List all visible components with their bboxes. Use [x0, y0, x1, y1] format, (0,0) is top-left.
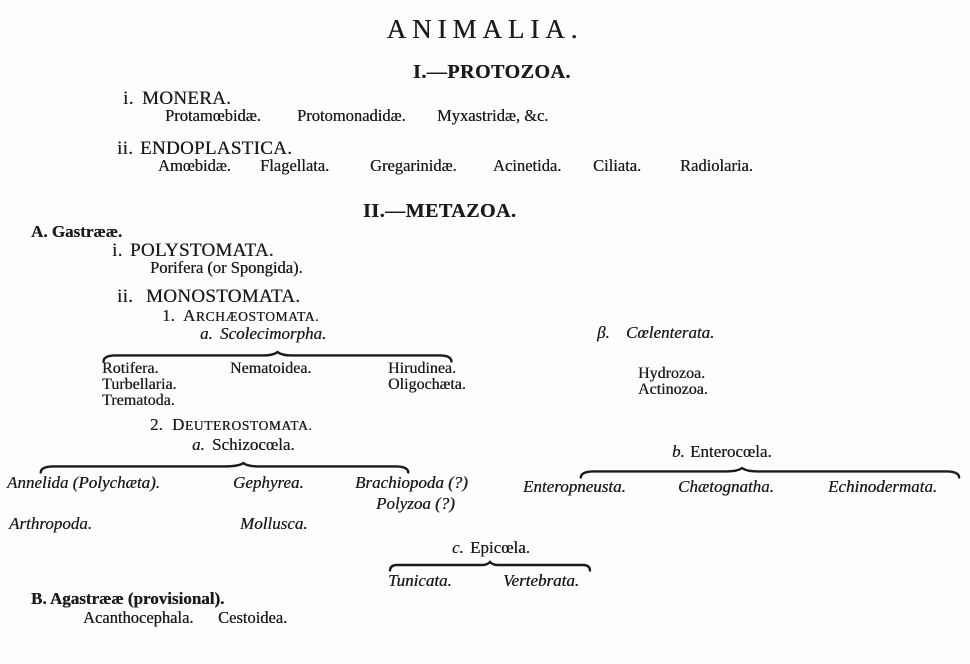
group-name-monera: MONERA. [142, 88, 232, 109]
brace-schizocoela [37, 462, 412, 473]
clade-index-enterocoela: b. [672, 442, 685, 461]
taxon-acanthocephala: Acanthocephala. [83, 608, 194, 627]
taxon-protomonadidae: Protomonadidæ. [297, 106, 406, 125]
section-heading-protozoa: I.—PROTOZOA. [413, 61, 571, 83]
taxon-echinodermata: Echinodermata. [828, 477, 938, 496]
group-index-polystomata: i. [112, 240, 123, 261]
taxon-protamoebidae: Protamœbidæ. [165, 106, 261, 125]
division-label-agastraeae: B. Agastrææ (provisional). [31, 589, 225, 608]
taxon-myxastridae: Myxastridæ, &c. [437, 106, 549, 125]
taxon-porifera: Porifera (or Spongida). [150, 258, 303, 277]
clade-index-coelenterata: β. [597, 323, 610, 342]
scolecimorpha-column-2 [230, 361, 311, 377]
taxon-flagellata: Flagellata. [260, 156, 330, 175]
group-name-endoplastica: ENDOPLASTICA. [140, 138, 293, 159]
taxon-rotifera: Rotifera. [102, 360, 159, 377]
taxon-arthropoda: Arthropoda. [9, 514, 92, 533]
taxon-ciliata: Ciliata. [593, 156, 642, 175]
page-title: ANIMALIA. [386, 14, 584, 44]
taxon-cestoidea: Cestoidea. [218, 608, 288, 627]
taxon-acinetida: Acinetida. [493, 156, 562, 175]
taxon-oligochaeta: Oligochæta. [388, 376, 466, 393]
clade-name-enterocoela: Enterocœla. [690, 442, 772, 461]
taxon-radiolaria: Radiolaria. [680, 156, 753, 175]
taxon-annelida: Annelida (Polychæta). [7, 473, 160, 492]
subgroup-name-archaeostomata: ARCHÆOSTOMATA. [183, 306, 320, 325]
taxon-gregarinidae: Gregarinidæ. [370, 156, 457, 175]
clade-name-coelenterata: Cœlenterata. [626, 323, 715, 342]
group-index-endoplastica: ii. [117, 138, 134, 159]
taxon-vertebrata: Vertebrata. [503, 571, 580, 590]
clade-name-schizocoela: Schizocœla. [212, 435, 295, 454]
taxon-actinozoa: Actinozoa. [638, 381, 708, 398]
subgroup-index-deuterostomata: 2. [150, 415, 163, 434]
brace-epicoela [388, 561, 592, 571]
coelenterata-column [638, 366, 708, 398]
group-name-polystomata: POLYSTOMATA. [130, 240, 274, 261]
subgroup-name-deuterostomata: DEUTEROSTOMATA. [172, 415, 313, 434]
taxon-polyzoa: Polyzoa (?) [376, 494, 455, 513]
division-label-gastraeae: A. Gastrææ. [31, 222, 123, 241]
clade-index-schizocoela: a. [192, 435, 205, 454]
taxon-gephyrea: Gephyrea. [233, 473, 304, 492]
taxon-brachiopoda: Brachiopoda (?) [355, 473, 468, 492]
taxon-turbellaria: Turbellaria. [102, 376, 177, 393]
clade-index-epicoela: c. [452, 538, 464, 557]
group-index-monostomata: ii. [117, 286, 134, 307]
scolecimorpha-column-3 [388, 361, 466, 393]
group-name-monostomata: MONOSTOMATA. [146, 286, 301, 307]
taxon-amoebidae: Amœbidæ. [158, 156, 231, 175]
subgroup-index-archaeostomata: 1. [162, 306, 175, 325]
scolecimorpha-column-1 [102, 361, 177, 409]
section-heading-metazoa: II.—METAZOA. [363, 200, 517, 222]
taxon-chaetognatha: Chætognatha. [678, 477, 774, 496]
taxon-nematoidea: Nematoidea. [230, 360, 312, 377]
taxon-enteropneusta: Enteropneusta. [523, 477, 626, 496]
clade-index-scolecimorpha: a. [200, 324, 213, 343]
clade-name-scolecimorpha: Scolecimorpha. [220, 324, 327, 343]
taxon-hydrozoa: Hydrozoa. [638, 365, 706, 382]
taxon-hirudinea: Hirudinea. [388, 360, 456, 377]
taxon-tunicata: Tunicata. [388, 571, 452, 590]
clade-name-epicoela: Epicœla. [470, 538, 530, 557]
taxon-trematoda: Trematoda. [102, 392, 175, 409]
taxon-mollusca: Mollusca. [240, 514, 308, 533]
group-index-monera: i. [123, 88, 134, 109]
